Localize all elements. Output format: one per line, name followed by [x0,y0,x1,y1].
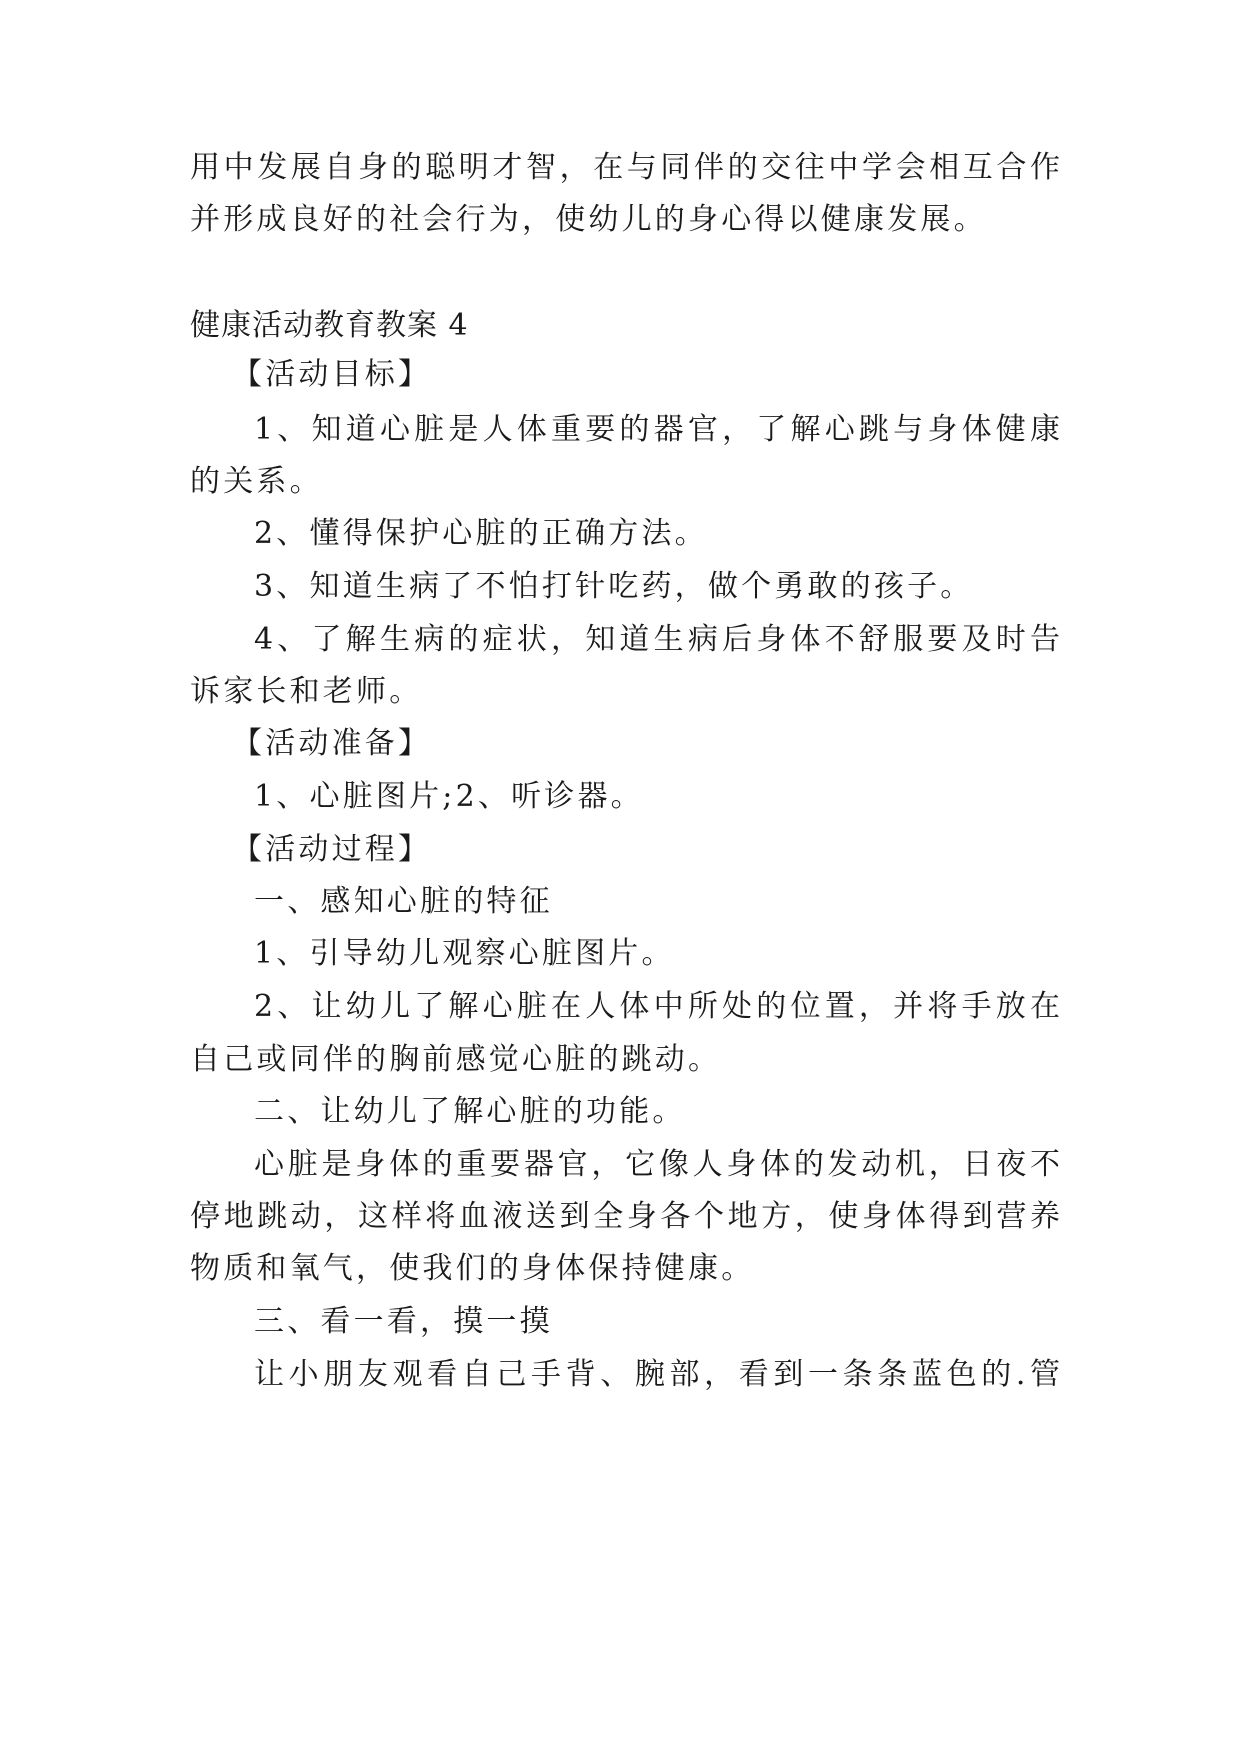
step-3-text-line-1: 让小朋友观看自己手背、腕部，看到一条条蓝色的.管 [254,1357,1060,1392]
step-2-text-line-2: 停地跳动，这样将血液送到全身各个地方，使身体得到营养 [190,1199,1060,1234]
step-1-item-1: 1、引导幼儿观察心脏图片。 [254,936,675,971]
intro-line-2: 并形成良好的社会行为，使幼儿的身心得以健康发展。 [190,202,987,237]
step-1-item-2-line-1: 2、让幼儿了解心脏在人体中所处的位置，并将手放在 [254,989,1060,1024]
goal-1-line-1: 1、知道心脏是人体重要的器官，了解心跳与身体健康 [254,412,1060,447]
prep-items: 1、心脏图片;2、听诊器。 [254,779,644,814]
goal-2: 2、懂得保护心脏的正确方法。 [254,516,708,551]
intro-line-1: 用中发展自身的聪明才智，在与同伴的交往中学会相互合作 [190,150,1060,185]
step-2-text-line-3: 物质和氧气，使我们的身体保持健康。 [190,1251,755,1286]
goal-heading: 【活动目标】 [232,357,432,392]
goal-1-line-2: 的关系。 [190,464,323,499]
goal-3: 3、知道生病了不怕打针吃药，做个勇敢的孩子。 [254,569,974,604]
goal-4-line-1: 4、了解生病的症状，知道生病后身体不舒服要及时告 [254,622,1060,657]
prep-heading: 【活动准备】 [232,726,432,761]
step-1-item-2-line-2: 自己或同伴的胸前感觉心脏的跳动。 [190,1042,722,1077]
step-2-text-line-1: 心脏是身体的重要器官，它像人身体的发动机，日夜不 [254,1147,1060,1182]
step-3-title: 三、看一看，摸一摸 [254,1304,553,1339]
step-1-title: 一、感知心脏的特征 [254,884,553,919]
section-title: 健康活动教育教案 4 [190,308,469,343]
process-heading: 【活动过程】 [232,832,432,867]
goal-4-line-2: 诉家长和老师。 [190,674,423,709]
step-2-title: 二、让幼儿了解心脏的功能。 [254,1094,686,1129]
